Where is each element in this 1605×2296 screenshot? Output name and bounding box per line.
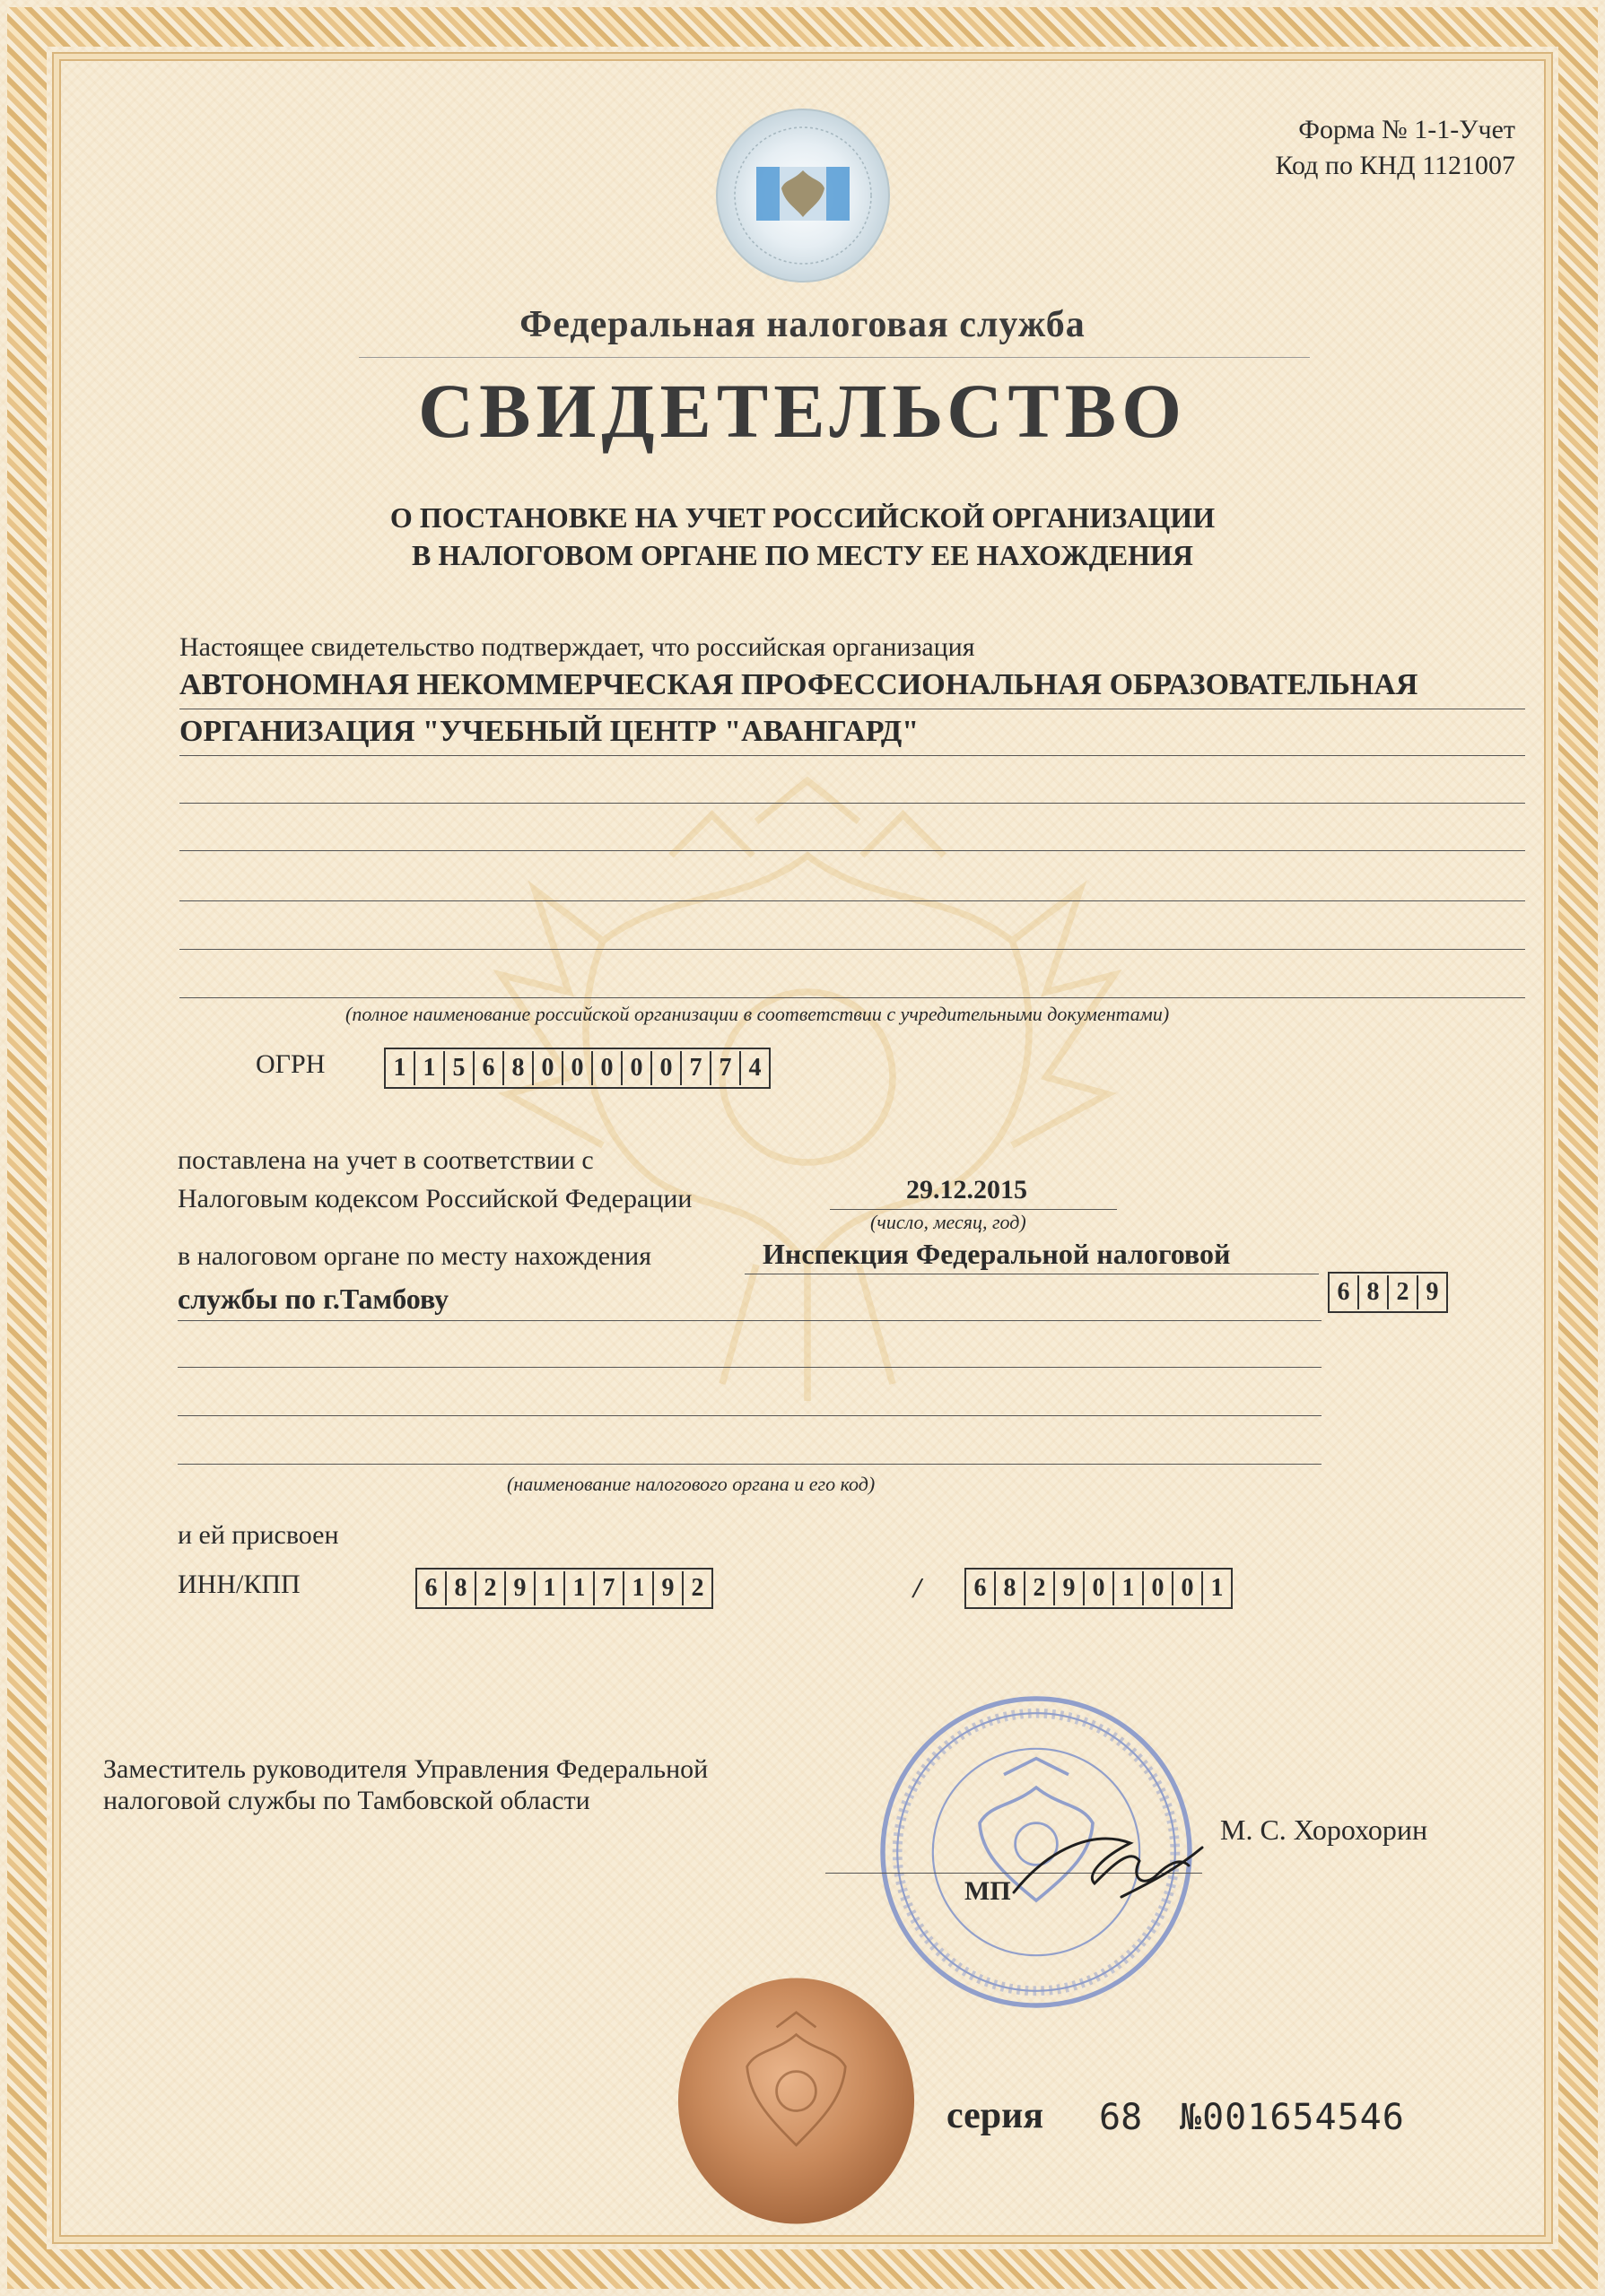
ogrn-digit: 6 bbox=[475, 1051, 504, 1085]
authority-prefix: в налоговом органе по месту нахождения bbox=[178, 1241, 652, 1271]
authority-code-digit: 8 bbox=[1359, 1275, 1389, 1309]
org-rule-3 bbox=[179, 803, 1525, 804]
authority-code-boxes bbox=[1328, 1272, 1448, 1313]
registration-line-1: поставлена на учет в соответствии с bbox=[178, 1145, 594, 1175]
hologram-emblem-icon bbox=[713, 106, 893, 285]
knd-code: Код по КНД 1121007 bbox=[1275, 151, 1515, 180]
kpp-digit: 0 bbox=[1085, 1571, 1114, 1605]
ogrn-digit: 4 bbox=[748, 1054, 762, 1082]
authority-rule-2 bbox=[178, 1320, 1322, 1321]
inn-kpp-separator: / bbox=[913, 1571, 921, 1604]
form-info bbox=[1276, 112, 1516, 184]
org-rule-5 bbox=[179, 900, 1525, 901]
kpp-digit: 1 bbox=[1114, 1571, 1144, 1605]
authority-caption: (наименование налогового органа и его код) bbox=[507, 1473, 876, 1495]
authority-code-digit: 6 bbox=[1330, 1275, 1359, 1309]
ogrn-digit: 0 bbox=[623, 1051, 652, 1085]
series-value: 68 bbox=[1099, 2097, 1143, 2138]
authority-code-digit: 9 bbox=[1426, 1278, 1439, 1306]
inn-digit: 2 bbox=[476, 1571, 506, 1605]
inn-digit: 1 bbox=[624, 1571, 654, 1605]
inn-digit: 8 bbox=[447, 1571, 476, 1605]
issuer-name: Федеральная налоговая служба bbox=[519, 304, 1086, 345]
org-rule-4 bbox=[179, 850, 1525, 851]
kpp-digit: 8 bbox=[996, 1571, 1025, 1605]
ogrn-digit: 0 bbox=[652, 1051, 682, 1085]
ogrn-digit: 5 bbox=[445, 1051, 475, 1085]
kpp-digit: 1 bbox=[1210, 1574, 1224, 1602]
org-rule-2 bbox=[179, 755, 1525, 756]
kpp-digit: 2 bbox=[1025, 1571, 1055, 1605]
certificate-title: СВИДЕТЕЛЬСТВО bbox=[418, 368, 1187, 454]
ogrn-label: ОГРН bbox=[256, 1049, 326, 1079]
inn-digit: 9 bbox=[654, 1571, 684, 1605]
subtitle-line-1: О ПОСТАНОВКЕ НА УЧЕТ РОССИЙСКОЙ ОРГАНИЗАЦИИ bbox=[389, 501, 1216, 534]
authority-rule-3 bbox=[178, 1367, 1322, 1368]
authority-rule-5 bbox=[178, 1464, 1322, 1465]
authority-line-2: службы по г.Тамбову bbox=[178, 1283, 449, 1315]
registration-line-2: Налоговым кодексом Российской Федерации bbox=[178, 1184, 693, 1213]
org-caption: (полное наименование российской организации в соответствии с учредительными документами) bbox=[345, 1003, 1170, 1025]
org-rule-7 bbox=[179, 997, 1525, 998]
form-number: Форма № 1-1-Учет bbox=[1298, 115, 1515, 144]
authority-line-1: Инспекция Федеральной налоговой bbox=[763, 1238, 1231, 1270]
inn-digit: 6 bbox=[417, 1571, 447, 1605]
ogrn-digit: 7 bbox=[682, 1051, 711, 1085]
eagle-watermark-icon bbox=[467, 753, 1148, 1435]
kpp-digit: 9 bbox=[1055, 1571, 1085, 1605]
inn-digit: 2 bbox=[691, 1574, 704, 1602]
ogrn-boxes bbox=[384, 1048, 771, 1089]
ogrn-digit: 0 bbox=[563, 1051, 593, 1085]
signer-title: Заместитель руководителя Управления Федеральной налоговой службы по Тамбовской области bbox=[103, 1754, 709, 1815]
inn-digit: 1 bbox=[565, 1571, 595, 1605]
copper-seal-icon bbox=[673, 1973, 920, 2229]
certificate-number: №001654546 bbox=[1180, 2097, 1405, 2138]
ogrn-digit: 8 bbox=[504, 1051, 534, 1085]
certificate-subtitle bbox=[0, 499, 1605, 574]
kpp-digit: 0 bbox=[1173, 1571, 1203, 1605]
kpp-boxes bbox=[964, 1568, 1233, 1609]
ogrn-digit: 0 bbox=[534, 1051, 563, 1085]
ogrn-digit: 7 bbox=[711, 1051, 741, 1085]
signer-name: М. С. Хорохорин bbox=[1220, 1813, 1428, 1846]
org-name-line-1: АВТОНОМНАЯ НЕКОММЕРЧЕСКАЯ ПРОФЕССИОНАЛЬНАЯ ОБРАЗОВАТЕЛЬНАЯ bbox=[179, 668, 1418, 701]
kpp-digit: 0 bbox=[1144, 1571, 1173, 1605]
authority-code-digit: 2 bbox=[1389, 1275, 1418, 1309]
registration-date: 29.12.2015 bbox=[906, 1175, 1027, 1205]
ogrn-digit: 1 bbox=[386, 1051, 415, 1085]
org-name-line-2: ОРГАНИЗАЦИЯ "УЧЕБНЫЙ ЦЕНТР "АВАНГАРД" bbox=[179, 715, 920, 748]
ogrn-digit: 1 bbox=[415, 1051, 445, 1085]
mp-label: МП bbox=[964, 1876, 1011, 1906]
series-label: серия bbox=[946, 2095, 1044, 2136]
date-rule bbox=[830, 1209, 1117, 1210]
ogrn-digit: 0 bbox=[593, 1051, 623, 1085]
intro-text: Настоящее свидетельство подтверждает, что российская организация bbox=[179, 632, 975, 662]
inn-kpp-label: ИНН/КПП bbox=[178, 1570, 301, 1599]
issuer-underline bbox=[359, 357, 1310, 358]
org-rule-6 bbox=[179, 949, 1525, 950]
subtitle-line-2: В НАЛОГОВОМ ОРГАНЕ ПО МЕСТУ ЕЕ НАХОЖДЕНИЯ bbox=[411, 539, 1194, 571]
authority-rule-4 bbox=[178, 1415, 1322, 1416]
assigned-text: и ей присвоен bbox=[178, 1520, 339, 1550]
inn-digit: 7 bbox=[595, 1571, 624, 1605]
kpp-digit: 6 bbox=[966, 1571, 996, 1605]
inn-digit: 9 bbox=[506, 1571, 536, 1605]
inn-boxes bbox=[415, 1568, 713, 1609]
signature-icon bbox=[996, 1812, 1211, 1919]
date-caption: (число, месяц, год) bbox=[870, 1211, 1026, 1233]
inn-digit: 1 bbox=[536, 1571, 565, 1605]
